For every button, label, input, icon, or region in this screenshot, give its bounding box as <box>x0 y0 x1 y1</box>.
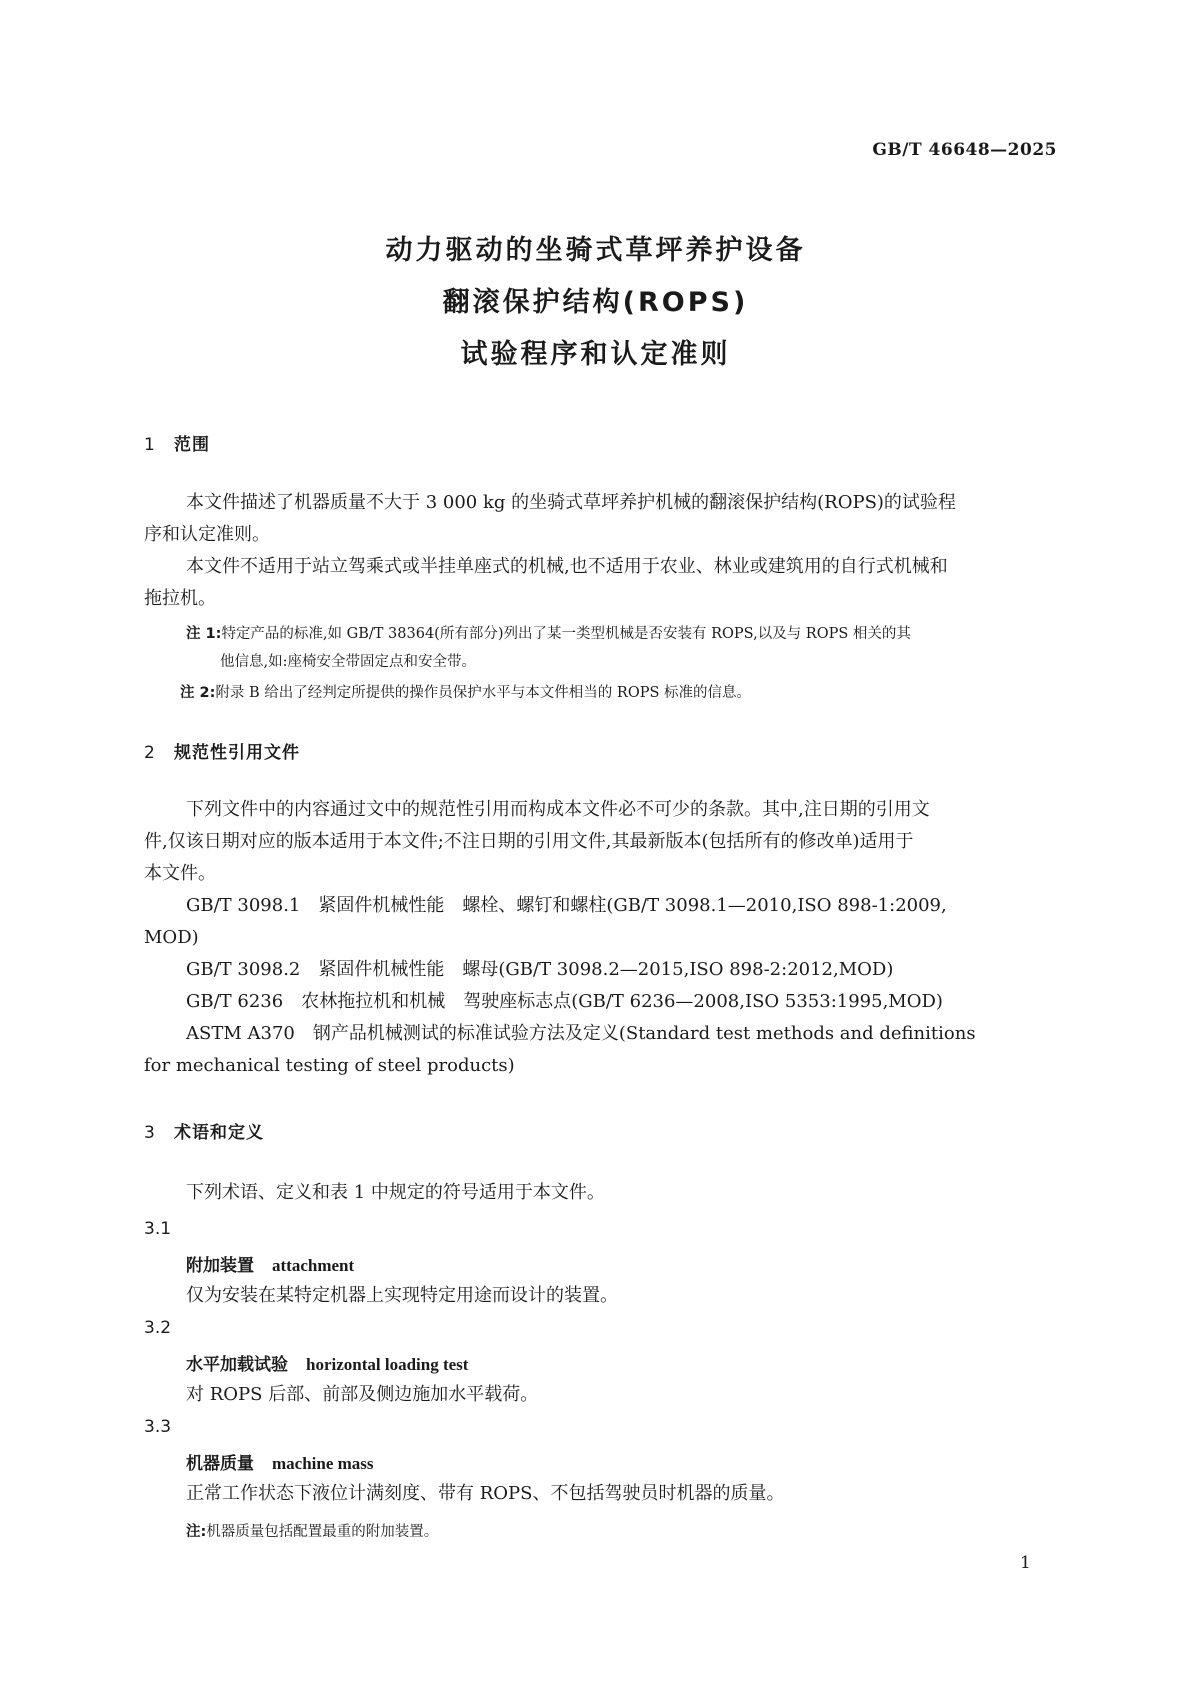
reference-line: ASTM A370 钢产品机械测试的标准试验方法及定义(Standard test methods and definitions <box>186 1023 976 1044</box>
term-entry <box>186 1449 374 1474</box>
section-number: 3 <box>144 1123 156 1143</box>
term-english: attachment <box>272 1256 355 1275</box>
note-label: 注: <box>186 1524 207 1540</box>
title-line-3: 试验程序和认定准则 <box>460 339 731 370</box>
section-number: 1 <box>144 435 156 455</box>
paragraph-line: 下列文件中的内容通过文中的规范性引用而构成本文件必不可少的条款。其中,注日期的引用文 <box>186 799 930 820</box>
term-definition: 正常工作状态下液位计满刻度、带有 ROPS、不包括驾驶员时机器的质量。 <box>186 1483 785 1504</box>
note-1 <box>186 622 911 643</box>
paragraph-line: 下列术语、定义和表 1 中规定的符号适用于本文件。 <box>186 1182 605 1203</box>
paragraph-line: 序和认定准则。 <box>144 524 270 545</box>
note-2 <box>180 681 751 702</box>
reference-line: MOD) <box>144 927 199 948</box>
note-text: 附录 B 给出了经判定所提供的操作员保护水平与本文件相当的 ROPS 标准的信息。 <box>215 685 752 701</box>
note-text: 机器质量包括配置最重的附加装置。 <box>206 1524 439 1540</box>
reference-line: GB/T 3098.2 紧固件机械性能 螺母(GB/T 3098.2—2015,ISO 898-2:2012,MOD) <box>186 959 894 980</box>
clause-number: 3.1 <box>144 1219 172 1239</box>
term-english: horizontal loading test <box>306 1355 469 1374</box>
section-title: 范围 <box>174 435 210 455</box>
paragraph-line: 本文件不适用于站立驾乘式或半挂单座式的机械,也不适用于农业、林业或建筑用的自行式机械和 <box>186 556 948 577</box>
term-chinese: 机器质量 <box>186 1454 254 1474</box>
section-title: 术语和定义 <box>174 1123 264 1143</box>
term-definition: 对 ROPS 后部、前部及侧边施加水平载荷。 <box>186 1384 539 1405</box>
clause-number: 3.2 <box>144 1318 172 1338</box>
reference-line: for mechanical testing of steel products) <box>144 1055 515 1076</box>
reference-line: GB/T 3098.1 紧固件机械性能 螺栓、螺钉和螺柱(GB/T 3098.1—2010,ISO 898-1:2009, <box>186 895 947 916</box>
paragraph-line: 拖拉机。 <box>144 588 216 609</box>
term-definition: 仅为安装在某特定机器上实现特定用途而设计的装置。 <box>186 1285 618 1306</box>
reference-line: GB/T 6236 农林拖拉机和机械 驾驶座标志点(GB/T 6236—2008,ISO 5353:1995,MOD) <box>186 991 943 1012</box>
term-chinese: 水平加载试验 <box>186 1355 288 1375</box>
section-2-heading <box>144 738 300 763</box>
term-entry <box>186 1251 354 1276</box>
paragraph-line: 件,仅该日期对应的版本适用于本文件;不注日期的引用文件,其最新版本(包括所有的修改单)适用于 <box>144 831 914 852</box>
note-text: 特定产品的标准,如 GB/T 38364(所有部分)列出了某一类型机械是否安装有 ROPS,以及与 ROPS 相关的其 <box>221 626 911 642</box>
note-label: 注 1: <box>186 626 222 642</box>
section-3-heading <box>144 1118 264 1143</box>
note-1-continuation: 他信息,如:座椅安全带固定点和安全带。 <box>220 654 476 670</box>
document-id: GB/T 46648—2025 <box>872 140 1057 160</box>
section-title: 规范性引用文件 <box>174 743 300 763</box>
page-number: 1 <box>1020 1553 1031 1573</box>
term-english: machine mass <box>272 1454 374 1473</box>
clause-number: 3.3 <box>144 1417 172 1437</box>
note-label: 注 2: <box>180 685 216 701</box>
title-line-1: 动力驱动的坐骑式草坪养护设备 <box>385 235 806 266</box>
section-number: 2 <box>144 743 156 763</box>
paragraph-line: 本文件。 <box>144 863 216 884</box>
note-3 <box>186 1520 438 1541</box>
term-chinese: 附加装置 <box>186 1256 254 1276</box>
title-line-2: 翻滚保护结构(ROPS) <box>442 287 749 318</box>
section-1-heading <box>144 430 210 455</box>
paragraph-line: 本文件描述了机器质量不大于 3 000 kg 的坐骑式草坪养护机械的翻滚保护结构(ROPS)的试验程 <box>186 492 956 513</box>
term-entry <box>186 1350 468 1375</box>
